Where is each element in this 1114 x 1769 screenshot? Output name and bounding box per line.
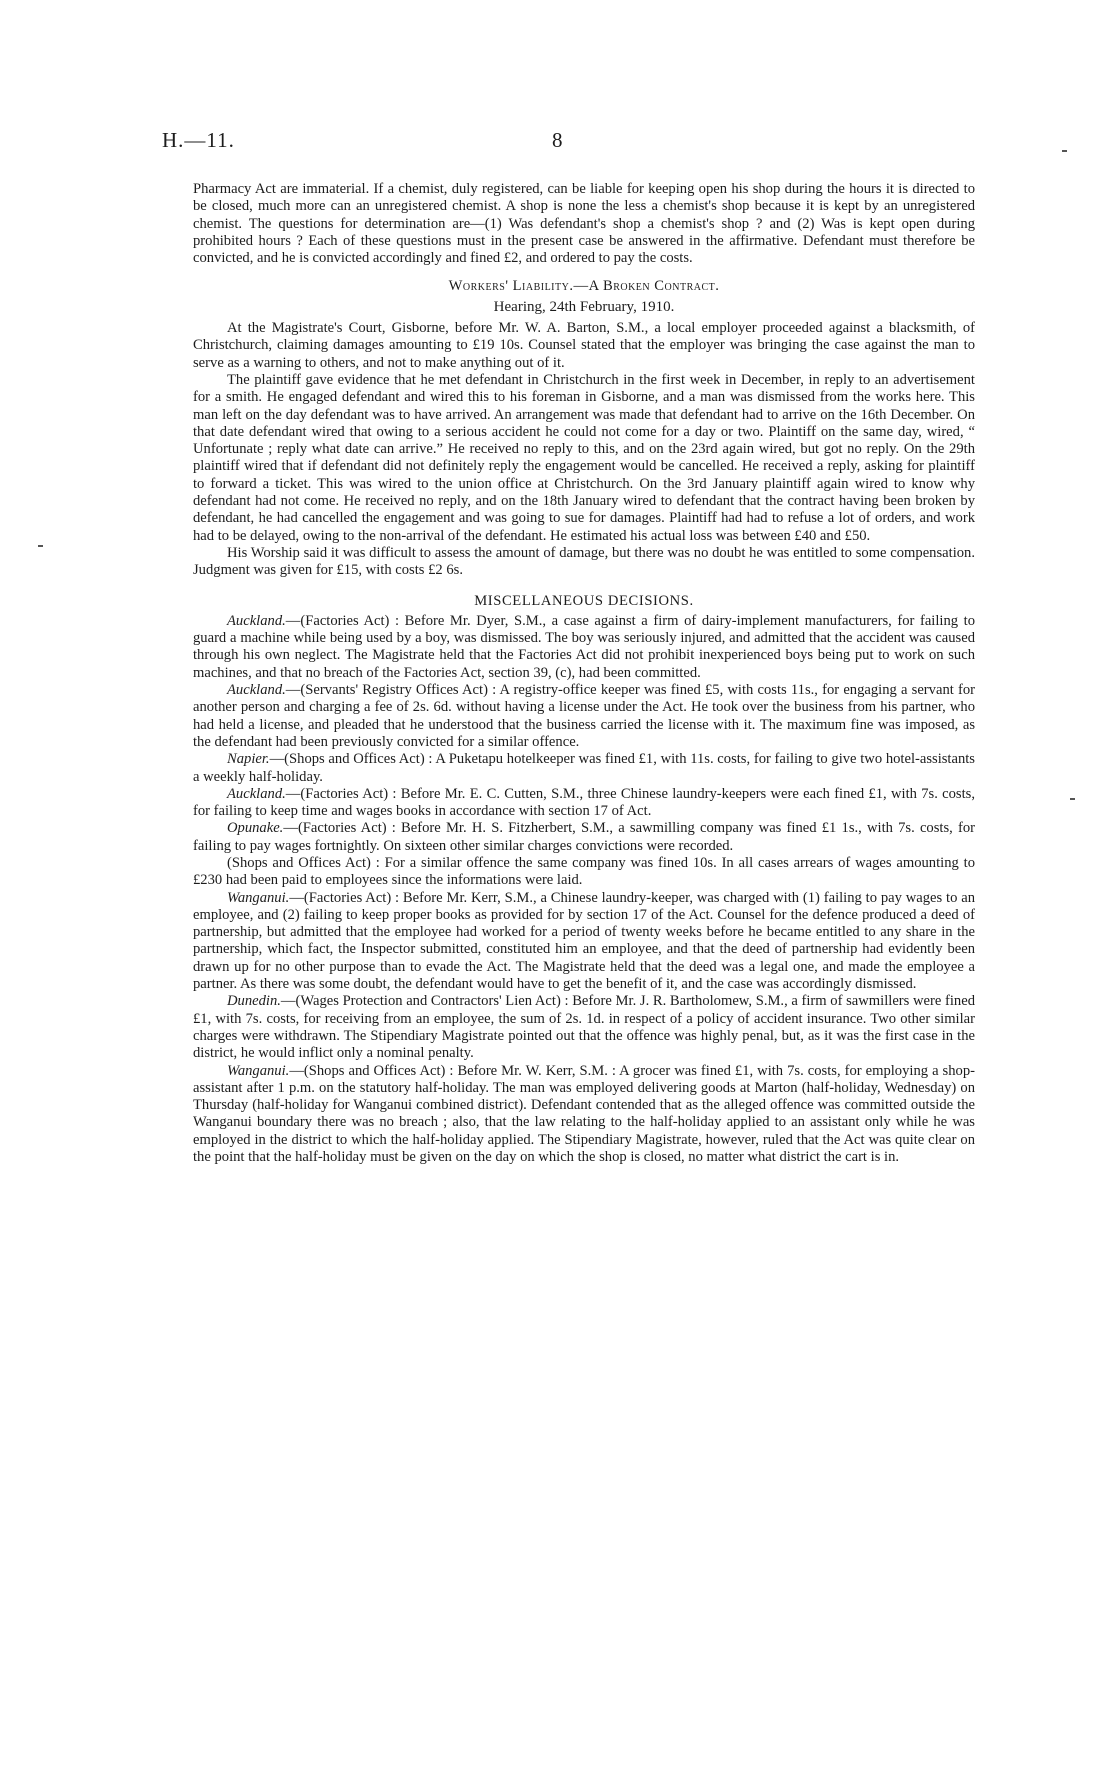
decision-item (193, 613, 975, 682)
margin-mark (1070, 798, 1075, 800)
section-title-workers-liability: Workers' Liability.—A Broken Contract. (448, 278, 720, 295)
decision-text: (Shops and Offices Act) : For a similar offence the same company was fined 10s. In all cases arrears of wages amounting to £230 had been paid to employees since the informations were laid. (193, 854, 975, 889)
decision-item (193, 993, 975, 1062)
decision-text: —(Factories Act) : Before Mr. Dyer, S.M., a case against a firm of dairy-implement manufacturers, for failing to guard a machine while being used by a boy, was dismissed. The boy was seriously injured, and admitted that the accident was caused through his own neglect. The Magistrate held that the Factories Act did not prohibit inexperienced boys being put to work on such machines, and that no breach of the Factories Act, section 39, (c), had been committed. (193, 612, 975, 681)
decision-text: —(Factories Act) : Before Mr. E. C. Cutten, S.M., three Chinese laundry-keepers were each fined £1, with 7s. costs, for failing to keep time and wages books in accordance with section 17 of Act. (193, 785, 975, 820)
decision-item (193, 786, 975, 821)
section-title-miscellaneous: MISCELLANEOUS DECISIONS. (474, 592, 694, 609)
decision-item (193, 890, 975, 994)
decision-place: Wanganui. (227, 1062, 290, 1079)
decision-item (193, 855, 975, 890)
decision-place: Opunake. (227, 820, 284, 837)
workers-paragraph: The plaintiff gave evidence that he met defendant in Christchurch in the first week in December, in reply to an advertisement for a smith. He engaged defendant and wired this to his foreman in Gisborne, and a man was dismissed from the works here. This man left on the day defendant was to have arrived. An arrangement was made that defendant had to arrive on the 16th December. On that date defendant wired that owing to a serious accident he could not come for a day or two. Plaintiff on the same day, wired, “ Unfortunate ; reply what date can arrive.” He received no reply to this, and on the 23rd again wired, but got no reply. On the 29th plaintiff wired that if defendant did not definitely reply the engagement would be cancelled. He received a reply, asking for plaintiff to forward a ticket. This was wired to the union office at Christchurch. On the 3rd January plaintiff again wired to know why defendant had not come. He received no reply, and on the 18th January wired to defendant that the contract having been broken by defendant, he had cancelled the engagement and was going to sue for damages. Plaintiff had had to refuse a lot of orders, and work had to be delayed, owing to the non-arrival of the defendant. He estimated his actual loss was between £40 and £50. (193, 371, 975, 544)
decision-text: —(Wages Protection and Contractors' Lien Act) : Before Mr. J. R. Bartholomew, S.M., a firm of sawmillers were fined £1, with 7s. costs, for receiving from an employee, the sum of 2s. 1d. in respect of a policy of accident insurance. Two other similar charges were withdrawn. The Stipendiary Magistrate pointed out that the offence was highly penal, but, as it was the first case in the district, he would inflict only a nominal penalty. (193, 993, 975, 1062)
decision-item (193, 751, 975, 786)
opening-paragraph: Pharmacy Act are immaterial. If a chemist, duly registered, can be liable for keeping open his shop during the hours it is directed to be closed, much more can an unregistered chemist. A shop is none the less a chemist's shop because it is kept by an unregistered chemist. The questions for determination are—(1) Was defendant's shop a chemist's shop ? and (2) Was is kept open during prohibited hours ? Each of these questions must in the present case be answered in the affirmative. Defendant must therefore be convicted, and he is convicted accordingly and fined £2, and ordered to pay the costs. (193, 181, 975, 267)
decision-text: —(Servants' Registry Offices Act) : A registry-office keeper was fined £5, with costs 11s., for engaging a servant for another person and charging a fee of 2s. 6d. without having a license under the Act. He took over the business from his partner, who had held a license, and pleaded that he understood that the business carried the license with it. The maximum fine was imposed, as the defendant had been previously convicted for a similar offence. (193, 682, 975, 750)
decision-text: —(Factories Act) : Before Mr. Kerr, S.M., a Chinese laundry-keeper, was charged with (1) failing to pay wages to an employee, and (2) failing to keep proper books as provided for by section 17 of the Act. Counsel for the defence produced a deed of partnership, but admitted that the employee had worked for a period of twenty weeks before he became entitled to any share in the partnership, which fact, the Inspector submitted, constituted him an employee, and that the deed of partnership had evidently been drawn up for no other purpose than to evade the Act. The Magistrate held that the deed was a legal one, and made the employee a partner. As there was some doubt, the defendant would have to get the benefit of it, and the case was accordingly dismissed. (193, 889, 975, 993)
decision-text: —(Shops and Offices Act) : A Puketapu hotelkeeper was fined £1, with 11s. costs, for failing to give two hotel-assistants a weekly half-holiday. (193, 751, 975, 785)
decision-text: —(Shops and Offices Act) : Before Mr. W. Kerr, S.M. : A grocer was fined £1, with 7s. costs, for employing a shop-assistant after 1 p.m. on the statutory half-holiday. The man was employed delivering goods at Marton (half-holiday, Wednesday) on Thursday (half-holiday for Wanganui combined district). Defendant contended that as the alleged offence was committed outside the Wanganui boundary there was no breach ; also, that the law relating to the half-holiday applied to an assistant only while he was employed in the district to which the half-holiday applied. The Stipendiary Magistrate, however, ruled that the Act was quite clear on the point that the half-holiday must be given on the day on which the shop is closed, no matter what district the cart is in. (193, 1062, 975, 1166)
page-number: 8 (552, 128, 563, 152)
page-body (193, 181, 975, 1166)
workers-paragraph: At the Magistrate's Court, Gisborne, before Mr. W. A. Barton, S.M., a local employer proceeded against a blacksmith, of Christchurch, claiming damages amounting to £19 10s. Counsel stated that the employer was bringing the case against the man to serve as a warning to others, and not to make anything out of it. (193, 320, 975, 371)
decision-place: Dunedin. (227, 993, 281, 1010)
decision-place: Wanganui. (227, 889, 290, 906)
decision-place: Auckland. (227, 785, 286, 802)
page-header (162, 128, 1002, 158)
margin-mark (38, 545, 43, 547)
decision-item (193, 1063, 975, 1167)
decision-item (193, 682, 975, 751)
decision-place: Napier. (227, 751, 270, 768)
decision-item (193, 820, 975, 855)
decision-place: Auckland. (227, 682, 286, 699)
margin-mark (1062, 150, 1067, 152)
document-code: H.—11. (162, 128, 235, 152)
decision-place: Auckland. (227, 612, 286, 629)
workers-paragraph: His Worship said it was difficult to assess the amount of damage, but there was no doubt he was entitled to some compensation. Judgment was given for £15, with costs £2 6s. (193, 544, 975, 579)
hearing-date: Hearing, 24th February, 1910. (493, 298, 675, 315)
decision-text: —(Factories Act) : Before Mr. H. S. Fitzherbert, S.M., a sawmilling company was fined £1 1s., with 7s. costs, for failing to pay wages fortnightly. On sixteen other similar charges convictions were recorded. (193, 820, 975, 854)
